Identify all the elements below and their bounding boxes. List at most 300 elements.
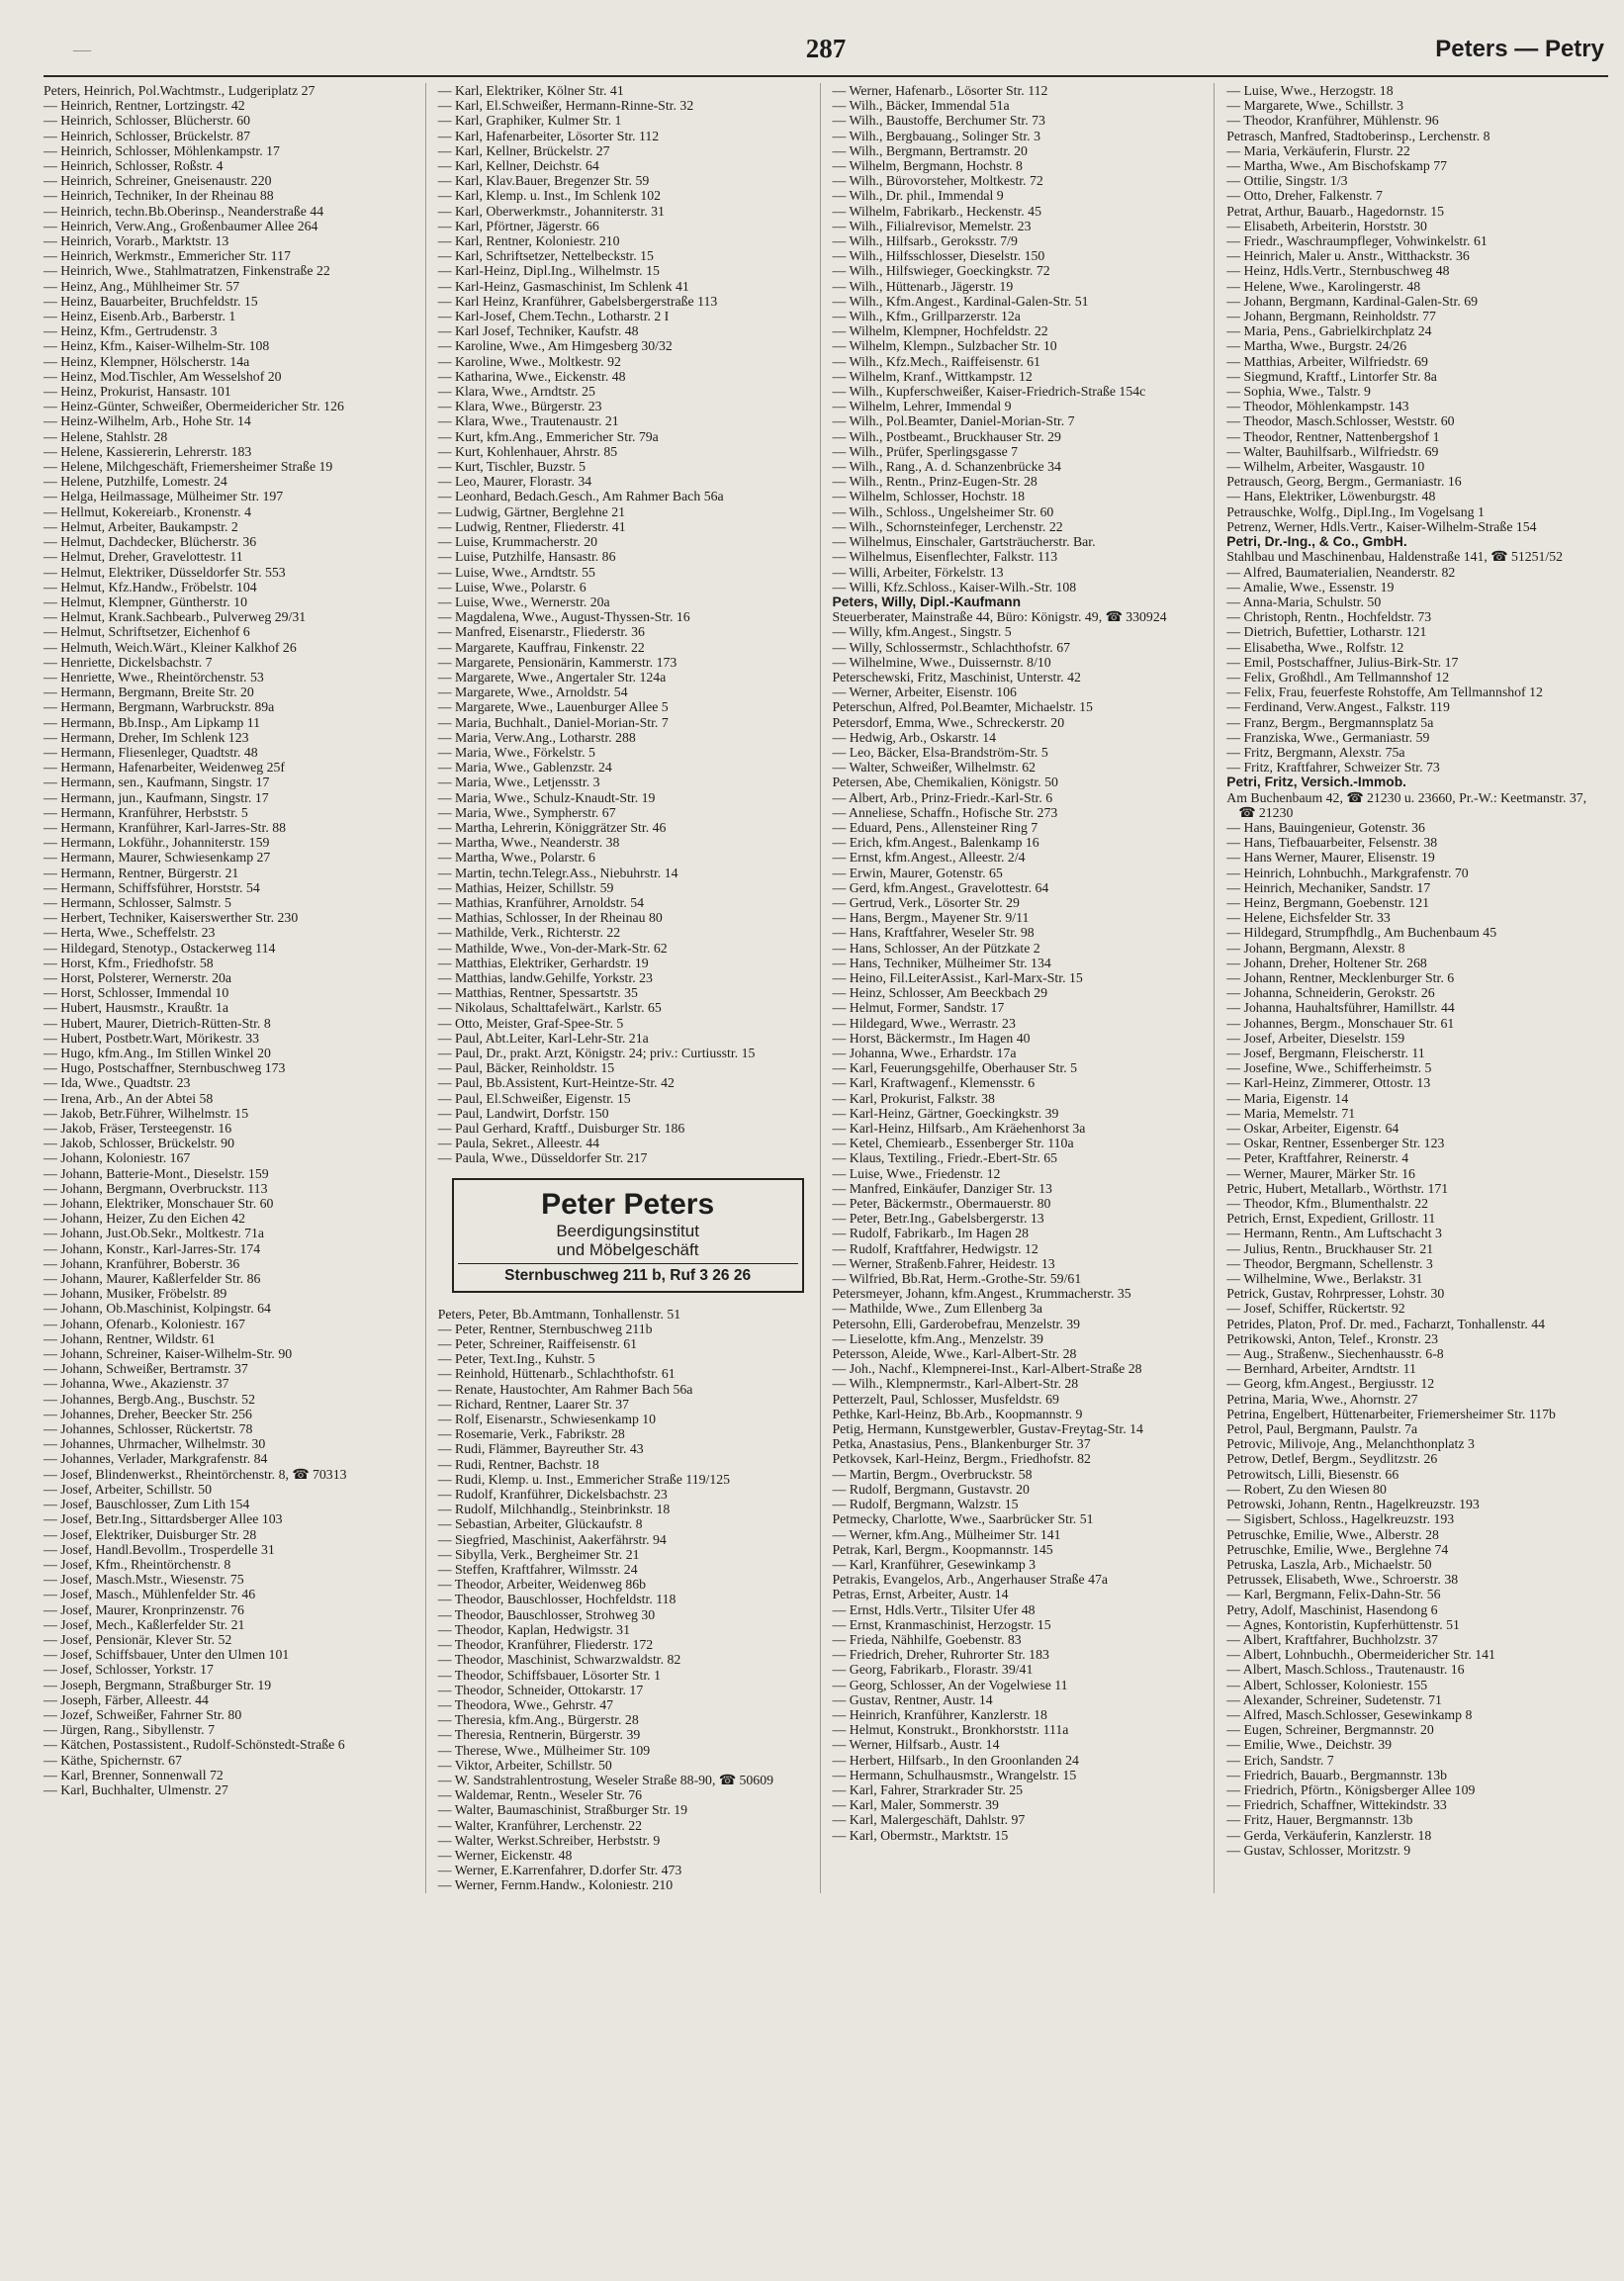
directory-entry: — Werner, E.Karrenfahrer, D.dorfer Str. 473 <box>437 1863 682 1878</box>
directory-entry: — Mathias, Heizer, Schillstr. 59 <box>437 879 614 895</box>
directory-entry: — Heinrich, Schlosser, Brückelstr. 87 <box>44 128 251 143</box>
directory-entry: — Karl-Heinz, Dipl.Ing., Wilhelmstr. 15 <box>437 263 660 279</box>
directory-entry: — Johann, Koloniestr. 167 <box>44 1150 191 1166</box>
directory-entry: — Hugo, Postschaffner, Sternbuschweg 173 <box>44 1060 286 1076</box>
directory-entry: — Fritz, Kraftfahrer, Schweizer Str. 73 <box>1226 760 1440 776</box>
directory-entry: — Hermann, Bergmann, Warbruckstr. 89a <box>44 699 275 715</box>
directory-entry: — Josef, Mech., Kaßlerfelder Str. 21 <box>44 1616 245 1632</box>
directory-entry: — Heinz, Mod.Tischler, Am Wesselshof 20 <box>44 368 282 384</box>
directory-entry: — Hans Werner, Maurer, Elisenstr. 19 <box>1226 850 1435 866</box>
directory-entry: — Fritz, Bergmann, Alexstr. 75a <box>1226 744 1405 760</box>
directory-entry: — Hildegard, Strumpfhdlg., Am Buchenbaum 45 <box>1226 925 1497 941</box>
directory-entry: — Josef, Masch.Mstr., Wiesenstr. 75 <box>44 1572 244 1588</box>
directory-entry: — Johannes, Dreher, Beecker Str. 256 <box>44 1406 252 1421</box>
directory-entry: — Nikolaus, Schalttafelwärt., Karlstr. 65 <box>437 1000 662 1016</box>
directory-entry: — Wilhelmus, Einschaler, Gartsträucherstr. Bar. <box>832 534 1096 550</box>
directory-entry: Peters, Peter, Bb.Amtmann, Tonhallenstr. 51 <box>437 1306 681 1322</box>
directory-entry: — Johanna, Wwe., Akazienstr. 37 <box>44 1376 229 1392</box>
directory-entry: — Karl, Kraftwagenf., Klemensstr. 6 <box>832 1075 1036 1091</box>
directory-entry: — Emilie, Wwe., Deichstr. 39 <box>1226 1737 1393 1753</box>
directory-entry: — Maria, Eigenstr. 14 <box>1226 1090 1349 1106</box>
directory-entry: — Otto, Dreher, Falkenstr. 7 <box>1226 188 1383 204</box>
directory-entry: Petrenz, Werner, Hdls.Vertr., Kaiser-Wilhelm-Straße 154 <box>1226 518 1537 534</box>
directory-entry: — Eugen, Schreiner, Bergmannstr. 20 <box>1226 1722 1434 1738</box>
directory-entry: Petrol, Paul, Bergmann, Paulstr. 7a <box>1226 1421 1418 1437</box>
directory-entry: — Ludwig, Rentner, Fliederstr. 41 <box>437 518 626 534</box>
directory-entry: — Karl-Heinz, Hilfsarb., Am Kräehenhorst 3a <box>832 1121 1086 1137</box>
directory-entry: — Anna-Maria, Schulstr. 50 <box>1226 593 1382 609</box>
directory-entry: — Gertrud, Verk., Lösorter Str. 29 <box>832 894 1020 910</box>
directory-entry: — Wilhelmine, Wwe., Duissernstr. 8/10 <box>832 654 1051 670</box>
directory-entry: — Karl Josef, Techniker, Kaufstr. 48 <box>437 323 639 339</box>
directory-entry: — Ludwig, Gärtner, Berglehne 21 <box>437 503 625 519</box>
directory-entry: — Theodor, Masch.Schlosser, Weststr. 60 <box>1226 413 1455 429</box>
directory-entry: Petruska, Laszla, Arb., Michaelstr. 50 <box>1226 1556 1432 1572</box>
directory-entry: — Wilh., Schornsteinfeger, Lerchenstr. 22 <box>832 518 1063 534</box>
directory-entry: — Hans, Schlosser, An der Pützkate 2 <box>832 940 1040 956</box>
directory-entry: — Karl, Bergmann, Felix-Dahn-Str. 56 <box>1226 1587 1441 1602</box>
directory-entry: — Wilh., Baustoffe, Berchumer Str. 73 <box>832 113 1045 129</box>
directory-entry: — Theodor, Rentner, Nattenbergshof 1 <box>1226 428 1440 444</box>
directory-entry: — Robert, Zu den Wiesen 80 <box>1226 1481 1387 1497</box>
directory-entry: Petri, Dr.-Ing., & Co., GmbH. <box>1226 534 1407 550</box>
directory-entry: — Kätchen, Postassistent., Rudolf-Schönstedt-Straße 6 <box>44 1737 345 1753</box>
directory-entry: — Rolf, Eisenarstr., Schwiesenkamp 10 <box>437 1412 657 1427</box>
directory-entry: — Josefine, Wwe., Schifferheimstr. 5 <box>1226 1060 1432 1076</box>
directory-entry: — Helene, Kassiererin, Lehrerstr. 183 <box>44 443 252 459</box>
directory-entry: — Reinhold, Hüttenarb., Schlachthofstr. 61 <box>437 1366 676 1382</box>
directory-entry: — Wilhelm, Klempner, Hochfeldstr. 22 <box>832 323 1048 339</box>
directory-entry: — Karl, Hafenarbeiter, Lösorter Str. 112 <box>437 128 660 143</box>
directory-entry: — Josef, Arbeiter, Dieselstr. 159 <box>1226 1030 1405 1046</box>
directory-entry: — Josef, Schlosser, Yorkstr. 17 <box>44 1662 214 1678</box>
directory-entry: — Hermann, Hafenarbeiter, Weidenweg 25f <box>44 760 286 776</box>
directory-entry: — Walter, Bauhilfsarb., Wilfriedstr. 69 <box>1226 443 1439 459</box>
directory-entry: — Karl, Klav.Bauer, Bregenzer Str. 59 <box>437 173 650 189</box>
directory-entry: — Albert, Masch.Schloss., Trautenaustr. 16 <box>1226 1662 1465 1678</box>
directory-entry: — Erich, Sandstr. 7 <box>1226 1752 1334 1768</box>
directory-entry: Petersdorf, Emma, Wwe., Schreckerstr. 20 <box>832 714 1065 730</box>
directory-entry: — Theodor, Bauschlosser, Hochfeldstr. 118 <box>437 1592 677 1607</box>
directory-entry: — Theodor, Bauschlosser, Strohweg 30 <box>437 1606 656 1622</box>
directory-entry: — Josef, Schiffsbauer, Unter den Ulmen 101 <box>44 1647 290 1663</box>
directory-entry: — Karl Heinz, Kranführer, Gabelsbergerstraße 113 <box>437 293 718 309</box>
directory-entry: Peters, Heinrich, Pol.Wachtmstr., Ludgeriplatz 27 <box>44 83 316 98</box>
directory-entry: — Karl-Heinz, Gasmaschinist, Im Schlenk 41 <box>437 278 689 294</box>
directory-entry: — Albert, Arb., Prinz-Friedr.-Karl-Str. 6 <box>832 789 1053 805</box>
directory-entry: — Helene, Putzhilfe, Lomestr. 24 <box>44 474 227 490</box>
directory-entry: — Wilhelm, Arbeiter, Wasgaustr. 10 <box>1226 459 1425 475</box>
directory-entry: — Rudolf, Bergmann, Walzstr. 15 <box>832 1497 1019 1512</box>
directory-entry: — Paul, Dr., prakt. Arzt, Königstr. 24; priv.: Curtiusstr. 15 <box>437 1046 756 1060</box>
directory-entry: — Hermann, Dreher, Im Schlenk 123 <box>44 729 249 745</box>
directory-entry: — Karl, Schriftsetzer, Nettelbeckstr. 15 <box>437 248 654 264</box>
directory-entry: — Josef, Masch., Mühlenfelder Str. 46 <box>44 1587 256 1602</box>
directory-entry: Petrick, Gustav, Rohrpresser, Lohstr. 30 <box>1226 1286 1445 1302</box>
directory-entry: — Martha, Wwe., Am Bischofskamp 77 <box>1226 158 1448 174</box>
directory-entry: — Josef, Kfm., Rheintörchenstr. 8 <box>44 1556 231 1572</box>
directory-entry: — Martha, Wwe., Neanderstr. 38 <box>437 835 620 851</box>
directory-entry: — Wilhelm, Fabrikarb., Heckenstr. 45 <box>832 203 1041 219</box>
directory-entry: — Josef, Pensionär, Klever Str. 52 <box>44 1631 232 1647</box>
directory-entry: — Jakob, Fräser, Tersteegenstr. 16 <box>44 1121 232 1137</box>
directory-entry: — Hildegard, Wwe., Werrastr. 23 <box>832 1015 1016 1031</box>
directory-entry: — Theodor, Arbeiter, Weidenweg 86b <box>437 1577 647 1593</box>
directory-entry: — Steffen, Kraftfahrer, Wilmsstr. 24 <box>437 1562 638 1578</box>
directory-entry: — Helga, Heilmassage, Mülheimer Str. 197 <box>44 489 284 504</box>
directory-entry: Petrauschke, Wolfg., Dipl.Ing., Im Vogelsang 1 <box>1226 503 1485 519</box>
directory-entry: — Ottilie, Singstr. 1/3 <box>1226 173 1348 189</box>
directory-entry: — Wilhelm, Kranf., Wittkampstr. 12 <box>832 368 1033 384</box>
directory-entry: — Herbert, Techniker, Kaiserswerther Str. 230 <box>44 910 299 926</box>
directory-entry: — Wilh., Bergmann, Bertramstr. 20 <box>832 142 1028 158</box>
directory-entry: — Heinrich, Schlosser, Blücherstr. 60 <box>44 113 251 129</box>
directory-entry: — Leo, Maurer, Florastr. 34 <box>437 474 592 490</box>
directory-entry: Petrovic, Milivoje, Ang., Melanchthonplatz 3 <box>1226 1436 1475 1452</box>
directory-entry: — Friedr., Waschraumpfleger, Vohwinkelstr. 61 <box>1226 233 1488 249</box>
directory-entry: — Rudolf, Bergmann, Gustavstr. 20 <box>832 1481 1030 1497</box>
directory-entry: — Hermann, Maurer, Schwiesenkamp 27 <box>44 850 271 866</box>
advertisement-peter-peters <box>452 1178 804 1293</box>
directory-entry: — Jakob, Schlosser, Brückelstr. 90 <box>44 1136 234 1151</box>
directory-entry: — Karl, Kellner, Brückelstr. 27 <box>437 142 610 158</box>
directory-entry: — Georg, kfm.Angest., Bergiusstr. 12 <box>1226 1376 1435 1392</box>
directory-entry: — Josef, Maurer, Kronprinzenstr. 76 <box>44 1601 244 1617</box>
directory-entry: — Siegmund, Kraftf., Lintorfer Str. 8a <box>1226 368 1437 384</box>
directory-entry: — Hubert, Postbetr.Wart, Mörikestr. 33 <box>44 1030 260 1046</box>
directory-entry: — Paul, Bäcker, Reinholdstr. 15 <box>437 1060 615 1076</box>
directory-entry: — Wilh., Klempnermstr., Karl-Albert-Str. 28 <box>832 1376 1079 1392</box>
directory-entry: — Rudolf, Milchhandlg., Steinbrinkstr. 18 <box>437 1502 671 1517</box>
directory-entry: — Hermann, Bergmann, Breite Str. 20 <box>44 684 254 700</box>
directory-entry: — Ida, Wwe., Quadtstr. 23 <box>44 1075 191 1091</box>
directory-entry: — Heinrich, Schreiner, Gneisenaustr. 220 <box>44 173 272 189</box>
directory-entry: Petrowitsch, Lilli, Biesenstr. 66 <box>1226 1466 1399 1482</box>
directory-entry: Peterschun, Alfred, Pol.Beamter, Michaelstr. 15 <box>832 699 1093 715</box>
directory-entry: Petkovsek, Karl-Heinz, Bergm., Friedhofstr. 82 <box>832 1451 1091 1467</box>
directory-entry: — Matthias, Elektriker, Gerhardstr. 19 <box>437 955 649 970</box>
directory-entry: — Johann, Schreiner, Kaiser-Wilhelm-Str. 90 <box>44 1346 293 1362</box>
directory-entry: — Martha, Wwe., Polarstr. 6 <box>437 850 595 866</box>
directory-entry: Petrina, Maria, Wwe., Ahornstr. 27 <box>1226 1391 1418 1407</box>
directory-entry: — Karl-Heinz, Zimmerer, Ottostr. 13 <box>1226 1075 1431 1091</box>
directory-entry: — Hugo, kfm.Ang., Im Stillen Winkel 20 <box>44 1046 271 1060</box>
directory-entry: — Hellmut, Kokereiarb., Kronenstr. 4 <box>44 503 251 519</box>
directory-entry: — Josef, Arbeiter, Schillstr. 50 <box>44 1481 212 1497</box>
directory-entry: — Karl, Maler, Sommerstr. 39 <box>832 1797 999 1813</box>
directory-entry: — Hermann, Lokführ., Johanniterstr. 159 <box>44 835 270 851</box>
directory-entry: Petrak, Karl, Bergm., Koopmannstr. 145 <box>832 1541 1053 1557</box>
directory-entry: — Johann, Bergmann, Kardinal-Galen-Str. 69 <box>1226 293 1479 309</box>
directory-entry: — Luise, Wwe., Wernerstr. 20a <box>437 593 610 609</box>
directory-entry: — Felix, Großhdl., Am Tellmannshof 12 <box>1226 669 1450 684</box>
directory-entry: — Paul Gerhard, Kraftf., Duisburger Str. 186 <box>437 1121 685 1137</box>
directory-entry: — Henriette, Dickelsbachstr. 7 <box>44 654 213 670</box>
directory-entry: — Rudolf, Kraftfahrer, Hedwigstr. 12 <box>832 1240 1038 1256</box>
directory-entry: — Maria, Wwe., Letjensstr. 3 <box>437 775 600 790</box>
directory-entry: — Johann, Heizer, Zu den Eichen 42 <box>44 1211 246 1227</box>
directory-entry: — Heinz, Schlosser, Am Beeckbach 29 <box>832 985 1047 1001</box>
directory-entry: — Amalie, Wwe., Essenstr. 19 <box>1226 579 1395 594</box>
directory-entry: — Heinrich, Kranführer, Kanzlerstr. 18 <box>832 1706 1047 1722</box>
directory-entry: — Heinrich, Wwe., Stahlmatratzen, Finkenstraße 22 <box>44 263 330 279</box>
directory-entry: — Luise, Putzhilfe, Hansastr. 86 <box>437 549 616 565</box>
directory-entry: — Rudolf, Fabrikarb., Im Hagen 28 <box>832 1226 1029 1241</box>
directory-entry: Petersson, Aleide, Wwe., Karl-Albert-Str. 28 <box>832 1346 1077 1362</box>
directory-entry: — Josef, Bauschlosser, Zum Lith 154 <box>44 1497 250 1512</box>
directory-entry: — Wilh., Kupferschweißer, Kaiser-Friedrich-Straße 154c <box>832 384 1146 400</box>
directory-entry: — Paul, El.Schweißer, Eigenstr. 15 <box>437 1090 631 1106</box>
directory-entry: — Wilhelm, Klempn., Sulzbacher Str. 10 <box>832 338 1057 354</box>
directory-entry: — Henriette, Wwe., Rheintörchenstr. 53 <box>44 669 264 684</box>
directory-entry: Petrat, Arthur, Bauarb., Hagedornstr. 15 <box>1226 203 1445 219</box>
columns <box>44 83 1608 1893</box>
directory-entry: — Elisabetha, Wwe., Rolfstr. 12 <box>1226 639 1404 655</box>
directory-entry: — Leonhard, Bedach.Gesch., Am Rahmer Bach 56a <box>437 489 724 504</box>
directory-entry: — Johann, Ofenarb., Koloniestr. 167 <box>44 1316 245 1331</box>
directory-entry: — W. Sandstrahlentrostung, Weseler Straße 88-90, ☎ 50609 <box>437 1772 773 1787</box>
directory-entry: — Ketel, Chemiearb., Essenberger Str. 110a <box>832 1136 1074 1151</box>
directory-entry: — Matthias, landw.Gehilfe, Yorkstr. 23 <box>437 969 653 985</box>
directory-entry: — Georg, Schlosser, An der Vogelwiese 11 <box>832 1677 1068 1692</box>
directory-entry: — Karl, Rentner, Koloniestr. 210 <box>437 233 620 249</box>
directory-entry: Petrussek, Elisabeth, Wwe., Schroerstr. 38 <box>1226 1572 1459 1588</box>
directory-entry: — Gustav, Schlosser, Moritzstr. 9 <box>1226 1842 1411 1858</box>
directory-entry: — Friedrich, Dreher, Ruhrorter Str. 183 <box>832 1647 1049 1663</box>
directory-entry: — Fritz, Hauer, Bergmannstr. 13b <box>1226 1812 1413 1828</box>
directory-entry: — Erwin, Maurer, Gotenstr. 65 <box>832 865 1003 880</box>
directory-entry: — Karoline, Wwe., Am Himgesberg 30/32 <box>437 338 673 354</box>
directory-entry: — Klara, Wwe., Bürgerstr. 23 <box>437 399 602 414</box>
directory-entry: — Karl, Klemp. u. Inst., Im Schlenk 102 <box>437 188 662 204</box>
directory-entry: — Jürgen, Rang., Sibyllenstr. 7 <box>44 1722 215 1738</box>
directory-entry: — Wilh., Hilfsarb., Geroksstr. 7/9 <box>832 233 1018 249</box>
directory-entry: — Theodor, Möhlenkampstr. 143 <box>1226 399 1409 414</box>
directory-entry: — Viktor, Arbeiter, Schillstr. 50 <box>437 1757 612 1773</box>
directory-entry: — Helmut, Krank.Sachbearb., Pulverweg 29/31 <box>44 609 307 625</box>
directory-entry: — Heinrich, Maler u. Anstr., Witthackstr. 36 <box>1226 248 1470 264</box>
directory-entry: — Wilh., Filialrevisor, Memelstr. 23 <box>832 218 1032 233</box>
directory-entry: — Maria, Pens., Gabrielkirchplatz 24 <box>1226 323 1432 339</box>
directory-entry: — Herta, Wwe., Scheffelstr. 23 <box>44 925 216 941</box>
directory-entry: — Johanna, Wwe., Erhardstr. 17a <box>832 1046 1017 1060</box>
directory-entry: — Willi, Kfz.Schloss., Kaiser-Wilh.-Str. 108 <box>832 579 1077 594</box>
directory-entry: — Karl, Obermstr., Marktstr. 15 <box>832 1827 1009 1843</box>
directory-entry: — Dietrich, Bufettier, Lotharstr. 121 <box>1226 624 1427 640</box>
directory-entry: — Wilhelm, Lehrer, Immendal 9 <box>832 399 1012 414</box>
directory-entry: Petrich, Ernst, Expedient, Grillostr. 11 <box>1226 1211 1436 1227</box>
directory-entry: Petka, Anastasius, Pens., Blankenburger Str. 37 <box>832 1436 1091 1452</box>
directory-entry: — Theresia, kfm.Ang., Bürgerstr. 28 <box>437 1712 639 1728</box>
directory-entry: — Kurt, kfm.Ang., Emmericher Str. 79a <box>437 428 659 444</box>
directory-entry: — Peter, Bäckermstr., Obermauerstr. 80 <box>832 1196 1051 1212</box>
directory-entry: — Karl, Elektriker, Kölner Str. 41 <box>437 83 624 98</box>
directory-entry: — Sebastian, Arbeiter, Glückaufstr. 8 <box>437 1516 643 1532</box>
directory-entry: — Willy, Schlossermstr., Schlachthofstr. 67 <box>832 639 1070 655</box>
directory-entry: — Heinrich, Rentner, Lortzingstr. 42 <box>44 98 245 114</box>
directory-entry: — Luise, Wwe., Friedenstr. 12 <box>832 1165 1001 1181</box>
directory-entry: Peters, Willy, Dipl.-Kaufmann <box>832 593 1022 609</box>
directory-entry: Petrakis, Evangelos, Arb., Angerhauser Straße 47a <box>832 1572 1109 1588</box>
directory-entry: — Johann, Rentner, Mecklenburger Str. 6 <box>1226 969 1455 985</box>
directory-entry: — Helmut, Dachdecker, Blücherstr. 36 <box>44 534 257 550</box>
ad-line-2: und Möbelgeschäft <box>556 1239 699 1259</box>
directory-entry: — Klara, Wwe., Arndtstr. 25 <box>437 384 595 400</box>
directory-entry: — Theodor, Schneider, Ottokarstr. 17 <box>437 1682 644 1697</box>
directory-entry: — Werner, Hafenarb., Lösorter Str. 112 <box>832 83 1048 98</box>
directory-entry: — Johann, Ob.Maschinist, Kolpingstr. 64 <box>44 1301 271 1317</box>
directory-entry: — Johann, Musiker, Fröbelstr. 89 <box>44 1286 227 1302</box>
directory-entry: — Heinz, Kfm., Gertrudenstr. 3 <box>44 323 218 339</box>
directory-entry: — Johannes, Bergm., Monschauer Str. 61 <box>1226 1015 1455 1031</box>
directory-entry: — Theodor, Kaplan, Hedwigstr. 31 <box>437 1621 630 1637</box>
directory-entry: — Wilfried, Bb.Rat, Herm.-Grothe-Str. 59/61 <box>832 1271 1082 1287</box>
running-head: Peters — Petry <box>1435 36 1604 62</box>
directory-entry: — Karl, Pförtner, Jägerstr. 66 <box>437 218 599 233</box>
directory-entry: — Rudolf, Kranführer, Dickelsbachstr. 23 <box>437 1487 668 1503</box>
directory-entry: — Johann, Elektriker, Monschauer Str. 60 <box>44 1196 274 1212</box>
directory-entry: — Theodor, Kranführer, Fliederstr. 172 <box>437 1637 654 1653</box>
directory-entry: — Paul, Abt.Leiter, Karl-Lehr-Str. 21a <box>437 1030 649 1046</box>
directory-entry: — Josef, Bergmann, Fleischerstr. 11 <box>1226 1046 1425 1060</box>
directory-entry: — Frieda, Nähhilfe, Goebenstr. 83 <box>832 1631 1022 1647</box>
directory-entry: — Anneliese, Schaffn., Hofische Str. 273 <box>832 804 1058 820</box>
directory-entry: — Albert, Schlosser, Koloniestr. 155 <box>1226 1677 1428 1692</box>
directory-entry: — Matthias, Rentner, Spessartstr. 35 <box>437 985 638 1001</box>
directory-entry: — Friedrich, Schaffner, Wittekindstr. 33 <box>1226 1797 1447 1813</box>
directory-entry: — Hans, Elektriker, Löwenburgstr. 48 <box>1226 489 1436 504</box>
directory-entry: — Hubert, Maurer, Dietrich-Rütten-Str. 8 <box>44 1015 271 1031</box>
directory-entry: — Wilh., Schloss., Ungelsheimer Str. 60 <box>832 503 1054 519</box>
directory-entry: — Wilh., Postbeamt., Bruckhauser Str. 29 <box>832 428 1061 444</box>
directory-entry: — Werner, Hilfsarb., Austr. 14 <box>832 1737 1000 1753</box>
directory-entry: — Peter, Kraftfahrer, Reinerstr. 4 <box>1226 1150 1409 1166</box>
directory-entry: — Johann, Maurer, Kaßlerfelder Str. 86 <box>44 1271 261 1287</box>
directory-entry: — Wilh., Bäcker, Immendal 51a <box>832 98 1010 114</box>
directory-entry: — Heinz, Bergmann, Goebenstr. 121 <box>1226 894 1429 910</box>
directory-entry: — Helene, Wwe., Karolingerstr. 48 <box>1226 278 1421 294</box>
directory-entry: — Irena, Arb., An der Abtei 58 <box>44 1090 214 1106</box>
directory-entry: — Josef, Elektriker, Duisburger Str. 28 <box>44 1526 257 1542</box>
directory-entry: — Mathilde, Verk., Richterstr. 22 <box>437 925 621 941</box>
directory-entry: — Helene, Stahlstr. 28 <box>44 428 168 444</box>
directory-entry: — Leo, Bäcker, Elsa-Brandström-Str. 5 <box>832 744 1048 760</box>
ad-address: Sternbuschweg 211 b, Ruf 3 26 26 <box>458 1263 798 1285</box>
directory-entry: Petterzelt, Paul, Schlosser, Musfeldstr. 69 <box>832 1391 1059 1407</box>
directory-entry: — Mathilde, Wwe., Von-der-Mark-Str. 62 <box>437 940 668 956</box>
directory-entry: — Klara, Wwe., Trautenaustr. 21 <box>437 413 619 429</box>
directory-entry: — Johann, Bergmann, Reinholdstr. 77 <box>1226 309 1436 324</box>
directory-entry: — Otto, Meister, Graf-Spee-Str. 5 <box>437 1015 624 1031</box>
directory-entry: — Josef, Betr.Ing., Sittardsberger Allee 103 <box>44 1511 283 1527</box>
directory-entry: — Katharina, Wwe., Eickenstr. 48 <box>437 368 626 384</box>
directory-entry: — Walter, Baumaschinist, Straßburger Str. 19 <box>437 1802 688 1818</box>
directory-entry: — Karoline, Wwe., Moltkestr. 92 <box>437 353 621 369</box>
directory-entry: — Friedrich, Pförtn., Königsberger Allee 109 <box>1226 1781 1476 1797</box>
directory-entry: — Maria, Memelstr. 71 <box>1226 1105 1356 1121</box>
directory-entry: — Theodor, Kfm., Blumenthalstr. 22 <box>1226 1196 1429 1212</box>
directory-entry: Petrausch, Georg, Bergm., Germaniastr. 16 <box>1226 474 1462 490</box>
directory-entry: Petrides, Platon, Prof. Dr. med., Facharzt, Tonhallenstr. 44 <box>1226 1316 1546 1331</box>
directory-entry: — Peter, Text.Ing., Kuhstr. 5 <box>437 1351 595 1367</box>
directory-entry: — Johannes, Verlader, Markgrafenstr. 84 <box>44 1451 268 1467</box>
directory-entry: — Peter, Rentner, Sternbuschweg 211b <box>437 1321 653 1336</box>
directory-entry: — Karl, Prokurist, Falkstr. 38 <box>832 1090 995 1106</box>
directory-entry: — Wilhelmus, Eisenflechter, Falkstr. 113 <box>832 549 1058 565</box>
directory-entry: — Kurt, Tischler, Buzstr. 5 <box>437 459 586 475</box>
directory-entry: — Maria, Wwe., Sympherstr. 67 <box>437 804 616 820</box>
directory-entry: — Theodor, Maschinist, Schwarzwaldstr. 82 <box>437 1652 681 1668</box>
directory-entry: — Emil, Postschaffner, Julius-Birk-Str. 17 <box>1226 654 1459 670</box>
directory-entry: — Helmut, Elektriker, Düsseldorfer Str. 553 <box>44 564 286 580</box>
directory-entry: — Werner, kfm.Ang., Mülheimer Str. 141 <box>832 1526 1061 1542</box>
directory-entry: — Werner, Straßenb.Fahrer, Heidestr. 13 <box>832 1255 1055 1271</box>
directory-entry: — Gerda, Verkäuferin, Kanzlerstr. 18 <box>1226 1827 1432 1843</box>
directory-entry: — Walter, Werkst.Schreiber, Herbststr. 9 <box>437 1832 661 1848</box>
directory-entry: — Matthias, Arbeiter, Wilfriedstr. 69 <box>1226 353 1428 369</box>
directory-entry: — Magdalena, Wwe., August-Thyssen-Str. 16 <box>437 609 690 625</box>
directory-entry: — Theresia, Rentnerin, Bürgerstr. 39 <box>437 1727 641 1743</box>
directory-entry: — Klaus, Textiling., Friedr.-Ebert-Str. 65 <box>832 1150 1058 1166</box>
directory-entry: — Wilh., Hüttenarb., Jägerstr. 19 <box>832 278 1014 294</box>
directory-entry: — Josef, Handl.Bevollm., Trosperdelle 31 <box>44 1541 275 1557</box>
directory-entry: Petersohn, Elli, Garderobefrau, Menzelstr. 39 <box>832 1316 1081 1331</box>
directory-entry: — Hermann, Schlosser, Salmstr. 5 <box>44 894 231 910</box>
directory-entry: — Johann, Just.Ob.Sekr., Moltkestr. 71a <box>44 1226 265 1241</box>
directory-entry: — Heinz, Kfm., Kaiser-Wilhelm-Str. 108 <box>44 338 270 354</box>
directory-entry: — Maria, Wwe., Förkelstr. 5 <box>437 744 595 760</box>
directory-entry: — Johann, Dreher, Holtener Str. 268 <box>1226 955 1427 970</box>
directory-entry: — Helmut, Konstrukt., Bronkhorststr. 111a <box>832 1722 1069 1738</box>
directory-entry: — Johann, Bergmann, Overbruckstr. 113 <box>44 1180 268 1196</box>
directory-entry: — Margarete, Kauffrau, Finkenstr. 22 <box>437 639 645 655</box>
directory-entry: — Mathilde, Wwe., Zum Ellenberg 3a <box>832 1301 1043 1317</box>
directory-entry: — Richard, Rentner, Laarer Str. 37 <box>437 1396 630 1412</box>
directory-entry: — Heinz, Bauarbeiter, Bruchfeldstr. 15 <box>44 293 258 309</box>
directory-entry: — Paul, Landwirt, Dorfstr. 150 <box>437 1105 609 1121</box>
directory-entry: — Helmut, Dreher, Gravelottestr. 11 <box>44 549 243 565</box>
directory-entry: — Ernst, Kranmaschinist, Herzogstr. 15 <box>832 1616 1051 1632</box>
directory-entry: — Erich, kfm.Angest., Balenkamp 16 <box>832 835 1039 851</box>
directory-entry: Steuerberater, Mainstraße 44, Büro: Königstr. 49, ☎ 330924 <box>832 609 1167 625</box>
directory-entry: — Jakob, Betr.Führer, Wilhelmstr. 15 <box>44 1105 249 1121</box>
directory-entry: — Rudi, Rentner, Bachstr. 18 <box>437 1456 599 1472</box>
directory-entry: Petruschke, Emilie, Wwe., Berglehne 74 <box>1226 1541 1449 1557</box>
directory-entry: — Maria, Wwe., Gablenzstr. 24 <box>437 760 612 776</box>
directory-entry: — Ernst, Hdls.Vertr., Tilsiter Ufer 48 <box>832 1601 1036 1617</box>
directory-entry: — Paula, Sekret., Alleestr. 44 <box>437 1136 599 1151</box>
directory-entry: — Renate, Haustochter, Am Rahmer Bach 56a <box>437 1381 693 1397</box>
directory-entry: — Mathias, Kranführer, Arnoldstr. 54 <box>437 894 645 910</box>
directory-entry: — Rudi, Flämmer, Bayreuther Str. 43 <box>437 1441 644 1457</box>
directory-entry: Petrowski, Johann, Rentn., Hagelkreuzstr. 193 <box>1226 1497 1480 1512</box>
directory-entry: — Horst, Bäckermstr., Im Hagen 40 <box>832 1030 1031 1046</box>
directory-entry: — Heinz, Klempner, Hölscherstr. 14a <box>44 353 250 369</box>
directory-entry: Petric, Hubert, Metallarb., Wörthstr. 171 <box>1226 1180 1449 1196</box>
directory-entry: — Helene, Eichsfelder Str. 33 <box>1226 910 1391 926</box>
directory-entry: — Helmut, Schriftsetzer, Eichenhof 6 <box>44 624 250 640</box>
directory-entry: — Heinrich, Werkmstr., Emmericher Str. 117 <box>44 248 291 264</box>
directory-entry: — Hermann, sen., Kaufmann, Singstr. 17 <box>44 775 270 790</box>
directory-entry: — Albert, Lohnbuchh., Obermeidericher Str. 141 <box>1226 1647 1495 1663</box>
directory-entry: — Aug., Straßenw., Siechenhausstr. 6-8 <box>1226 1346 1444 1362</box>
directory-entry: Pethke, Karl-Heinz, Bb.Arb., Koopmannstr. 9 <box>832 1406 1083 1421</box>
directory-entry: — Margarete, Pensionärin, Kammerstr. 173 <box>437 654 677 670</box>
directory-entry: — Luise, Wwe., Arndtstr. 55 <box>437 564 595 580</box>
directory-entry: — Albert, Kraftfahrer, Buchholzstr. 37 <box>1226 1631 1438 1647</box>
directory-entry: — Wilh., Prüfer, Sperlingsgasse 7 <box>832 443 1019 459</box>
directory-entry: — Luise, Wwe., Herzogstr. 18 <box>1226 83 1394 98</box>
